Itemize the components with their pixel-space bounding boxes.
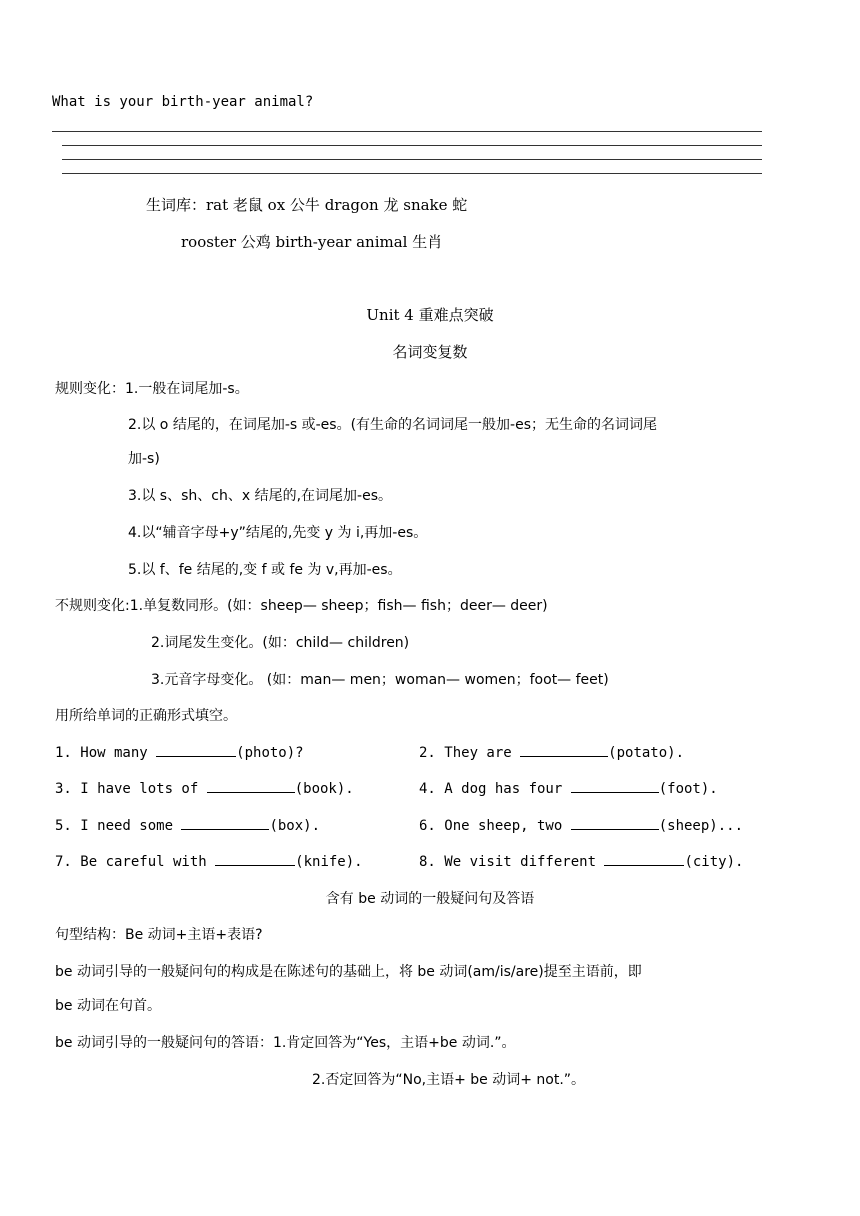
answer-blank[interactable] — [571, 778, 659, 793]
be-section-title: 含有 be 动词的一般疑问句及答语 — [325, 891, 535, 907]
vocab-line-1: 生词库：rat 老鼠 ox 公牛 dragon 龙 snake 蛇 — [146, 196, 468, 214]
exercise-item: 3. I have lots of (book). — [55, 778, 354, 797]
be-description-1: be 动词引导的一般疑问句的构成是在陈述句的基础上，将 be 动词(am/is/are)提至主语前，即 — [55, 964, 642, 980]
rule-irregular-3: 3.元音字母变化。 (如：man— men；woman— women；foot— feet) — [151, 672, 609, 688]
rule-regular-5: 5.以 f、fe 结尾的,变 f 或 fe 为 v,再加-es。 — [128, 562, 402, 578]
exercise-item: 1. How many (photo)? — [55, 742, 304, 761]
exercise-item: 4. A dog has four (foot). — [419, 778, 718, 797]
exercise-item: 8. We visit different (city). — [419, 851, 743, 870]
unit-title: Unit 4 重难点突破 — [366, 306, 494, 324]
exercise-item: 7. Be careful with (knife). — [55, 851, 363, 870]
answer-blank[interactable] — [571, 815, 659, 830]
answer-blank[interactable] — [215, 851, 295, 866]
rule-irregular-1: 不规则变化:1.单复数同形。(如：sheep— sheep；fish— fish；deer— deer) — [55, 598, 548, 614]
answer-blank[interactable] — [181, 815, 269, 830]
vocab-line-2: rooster 公鸡 birth-year animal 生肖 — [181, 233, 443, 251]
writing-prompt: What is your birth-year animal? — [52, 94, 314, 110]
rule-regular-2-cont: 加-s) — [128, 451, 160, 467]
rule-regular-2: 2.以 o 结尾的，在词尾加-s 或-es。(有生命的名词词尾一般加-es；无生命的名词词尾 — [128, 417, 657, 433]
exercise-item: 2. They are (potato). — [419, 742, 684, 761]
be-description-2: be 动词在句首。 — [55, 998, 161, 1014]
rule-irregular-2: 2.词尾发生变化。(如：child— children) — [151, 635, 410, 651]
be-answer-negative: 2.否定回答为“No,主语+ be 动词+ not.”。 — [312, 1072, 586, 1088]
exercise-title: 用所给单词的正确形式填空。 — [55, 708, 237, 724]
answer-blank[interactable] — [207, 778, 295, 793]
exercise-item: 5. I need some (box). — [55, 815, 320, 834]
be-structure: 句型结构：Be 动词+主语+表语? — [55, 927, 263, 943]
answer-blank[interactable] — [156, 742, 236, 757]
rule-regular-3: 3.以 s、sh、ch、x 结尾的,在词尾加-es。 — [128, 488, 392, 504]
rule-regular-1: 规则变化：1.一般在词尾加-s。 — [55, 381, 249, 397]
be-answer-positive: be 动词引导的一般疑问句的答语：1.肯定回答为“Yes，主语+be 动词.”。 — [55, 1035, 516, 1051]
answer-blank[interactable] — [520, 742, 608, 757]
answer-blank[interactable] — [604, 851, 684, 866]
exercise-item: 6. One sheep, two (sheep)... — [419, 815, 743, 834]
plural-title: 名词变复数 — [392, 343, 468, 361]
rule-regular-4: 4.以“辅音字母+y”结尾的,先变 y 为 i,再加-es。 — [128, 525, 428, 541]
